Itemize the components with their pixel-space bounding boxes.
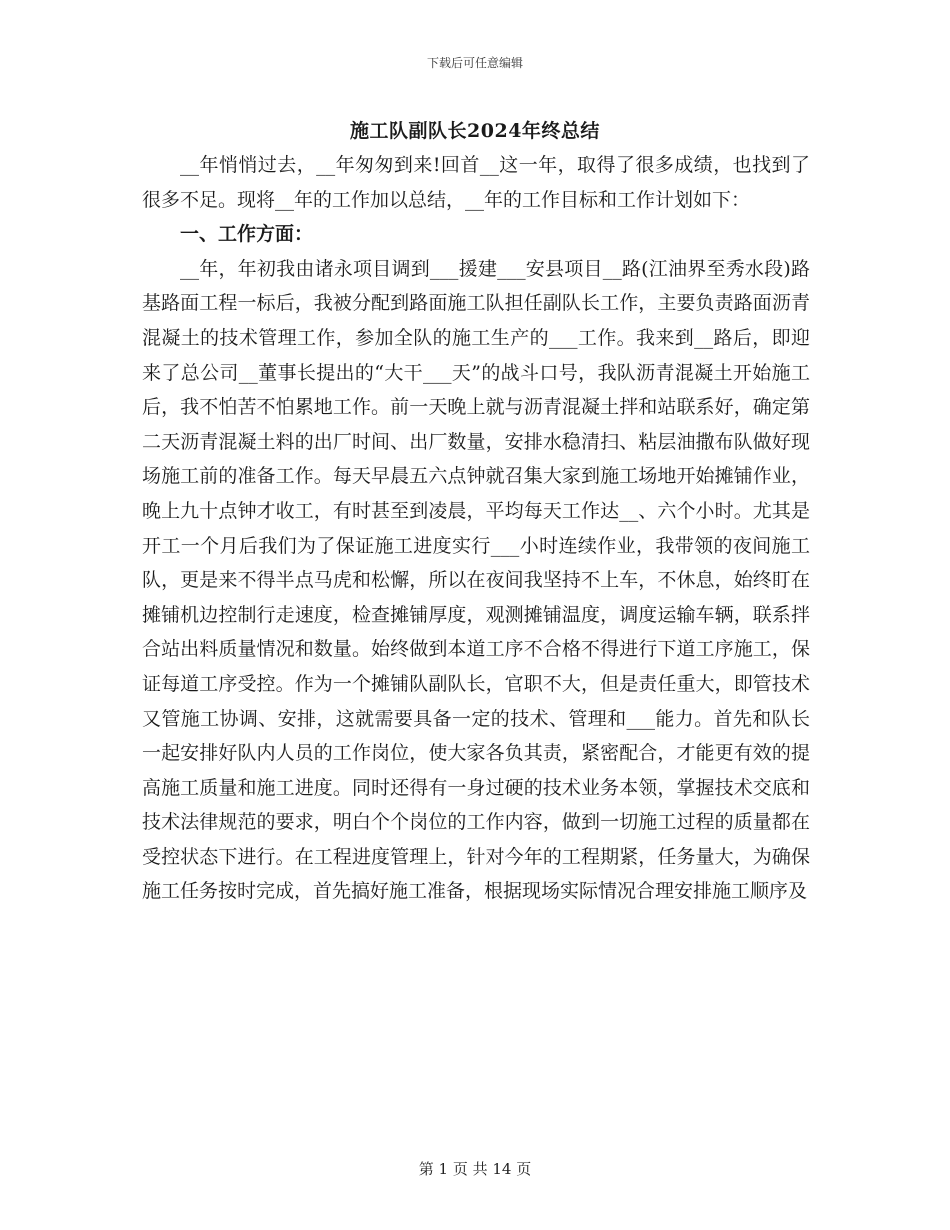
page-footer: 第 1 页 共 14 页 — [418, 1160, 532, 1178]
document-title: 施工队副队长2024年终总结 — [350, 120, 600, 142]
page-header: 下载后可任意编辑 — [426, 56, 523, 70]
document-body — [142, 148, 810, 909]
work-paragraph: __年，年初我由诸永项目调到___援建___安县项目__路(江油界至秀水段)路基路面工程一标后，我被分配到路面施工队担任副队长工作，主要负责路面沥青混凝土的技术管理工作，参加全队的施工生产的___工作。我来到__路后，即迎来了总公司__董事长提出的“大干___天”的战斗口号，我队沥青混凝土开始施工后，我不怕苦不怕累地工作。前一天晚上就与沥青混凝土拌和站联系好，确定第二天沥青混凝土料的出厂时间、出厂数量，安排水稳清扫、粘层油撒布队做好现场施工前的准备工作。每天早晨五六点钟就召集大家到施工场地开始摊铺作业，晚上九十点钟才收工，有时甚至到凌晨，平均每天工作达__、六个小时。尤其是开工一个月后我们为了保证施工进度实行___小时连续作业，我带领的夜间施工队，更是来不得半点马虎和松懈，所以在夜间我坚持不上车，不休息，始终盯在摊铺机边控制行走速度，检查摊铺厚度，观测摊铺温度，调度运输车辆，联系拌合站出料质量情况和数量。始终做到本道工序不合格不得进行下道工序施工，保证每道工序受控。作为一个摊铺队副队长，官职不大，但是责任重大，即管技术又管施工协调、安排，这就需要具备一定的技术、管理和___能力。首先和队长一起安排好队内人员的工作岗位，使大家各负其责，紧密配合，才能更有效的提高施工质量和施工进度。同时还得有一身过硬的技术业务本领，掌握技术交底和技术法律规范的要求，明白个个岗位的工作内容，做到一切施工过程的质量都在受控状态下进行。在工程进度管理上，针对今年的工程期紧，任务量大，为确保施工任务按时完成，首先搞好施工准备，根据现场实际情况合理安排施工顺序及 — [142, 257, 810, 903]
intro-paragraph: __年悄悄过去，__年匆匆到来!回首__这一年，取得了很多成绩，也找到了很多不足。现将__年的工作加以总结，__年的工作目标和工作计划如下： — [142, 154, 810, 211]
section-heading-work: 一、工作方面： — [180, 223, 314, 246]
